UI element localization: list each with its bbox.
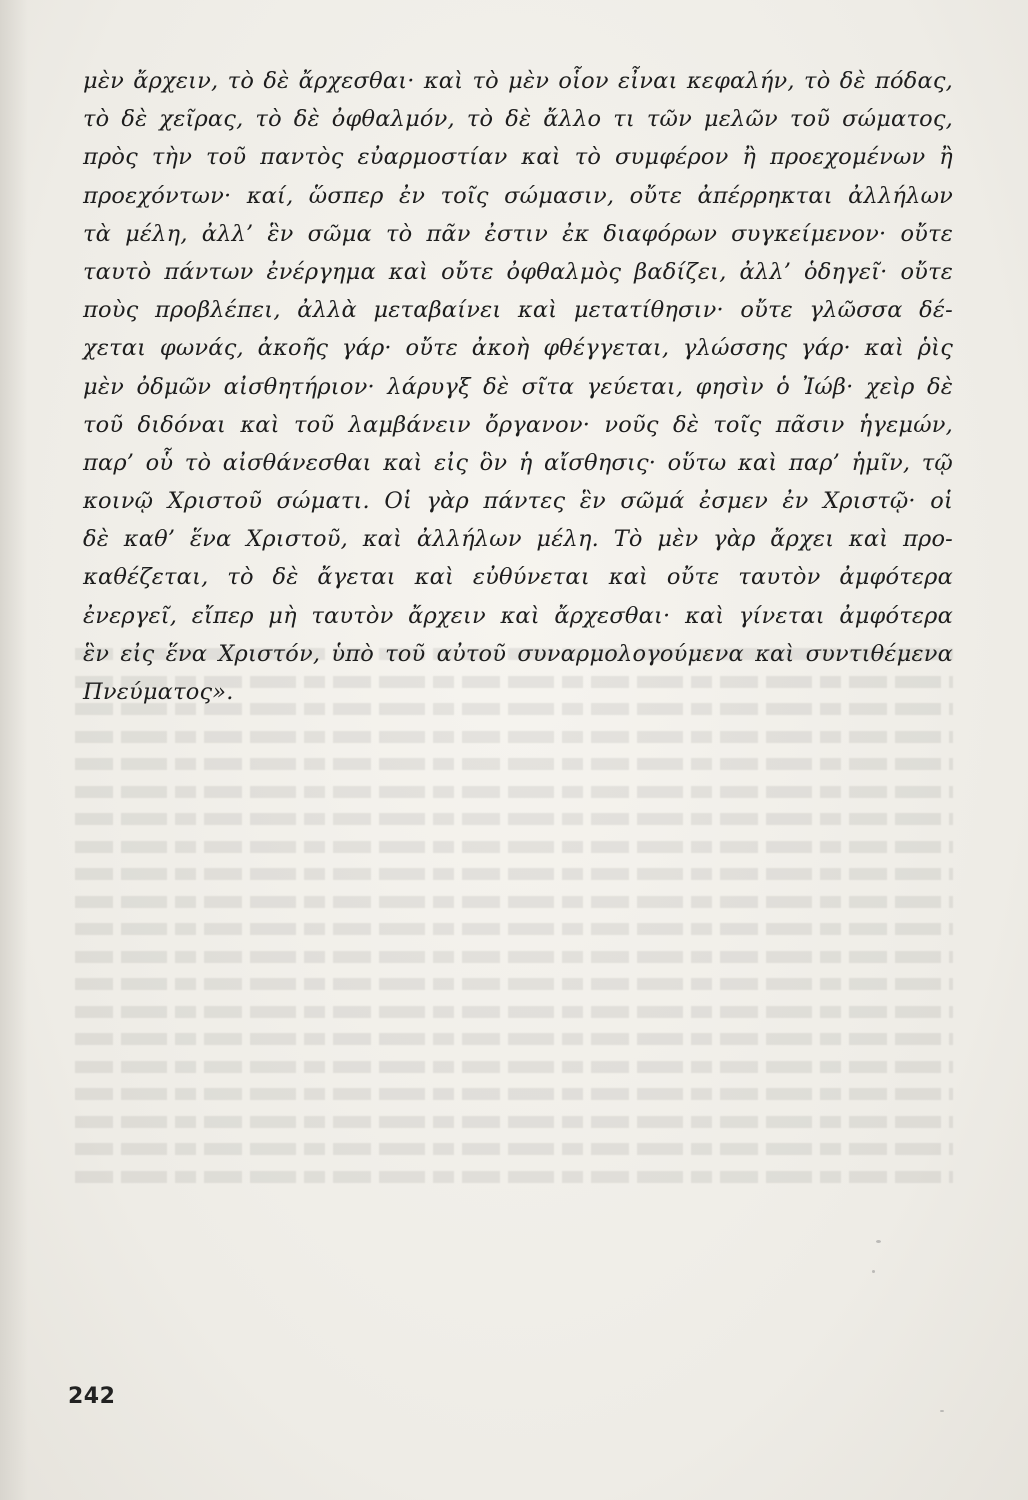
text-line: προεχόντων· καί, ὥσπερ ἐν τοῖς σώμασιν, οὔτε ἀπέρρηκται ἀλλήλων — [83, 182, 953, 209]
text-line: ταυτὸ πάντων ἐνέργημα καὶ οὔτε ὀφθαλμὸς βαδίζει, ἀλλ’ ὁδηγεῖ· οὔτε — [83, 258, 953, 285]
paper-speck — [872, 1270, 875, 1273]
text-line: τοῦ διδόναι καὶ τοῦ λαμβάνειν ὄργανον· νοῦς δὲ τοῖς πᾶσιν ἡγεμών, — [83, 411, 953, 438]
text-line: τὰ μέλη, ἀλλ’ ἓν σῶμα τὸ πᾶν ἐστιν ἐκ διαφόρων συγκείμενον· οὔτε — [83, 220, 953, 247]
text-line: μὲν ὀδμῶν αἰσθητήριον· λάρυγξ δὲ σῖτα γεύεται, φησὶν ὁ Ἰώβ· χεὶρ δὲ — [83, 373, 953, 400]
paper-speck — [876, 1240, 881, 1243]
text-line: μὲν ἄρχειν, τὸ δὲ ἄρχεσθαι· καὶ τὸ μὲν οἷον εἶναι κεφαλήν, τὸ δὲ πόδας, — [83, 68, 953, 94]
text-line: καθέζεται, τὸ δὲ ἄγεται καὶ εὐθύνεται καὶ οὔτε ταυτὸν ἀμφότερα — [83, 564, 953, 591]
text-line-last: Πνεύματος». — [83, 679, 234, 705]
text-line: δὲ καθ’ ἕνα Χριστοῦ, καὶ ἀλλήλων μέλη. Τὸ μὲν γὰρ ἄρχει καὶ προ- — [83, 526, 953, 553]
body-text — [83, 62, 953, 711]
text-line: ἓν εἰς ἕνα Χριστόν, ὑπὸ τοῦ αὐτοῦ συναρμολογούμενα καὶ συντιθέμενα — [83, 640, 953, 667]
text-line: χεται φωνάς, ἀκοῆς γάρ· οὔτε ἀκοὴ φθέγγεται, γλώσσης γάρ· καὶ ῥὶς — [83, 335, 953, 362]
paper-speck — [940, 1410, 944, 1412]
text-line: παρ’ οὗ τὸ αἰσθάνεσθαι καὶ εἰς ὃν ἡ αἴσθησις· οὕτω καὶ παρ’ ἡμῖν, τῷ — [83, 449, 953, 476]
show-through-text — [75, 640, 953, 1200]
text-line: τὸ δὲ χεῖρας, τὸ δὲ ὀφθαλμόν, τὸ δὲ ἄλλο τι τῶν μελῶν τοῦ σώματος, — [83, 106, 953, 133]
binding-shadow — [0, 0, 28, 1500]
page-number: 242 — [68, 1384, 116, 1409]
text-line: ἐνεργεῖ, εἴπερ μὴ ταυτὸν ἄρχειν καὶ ἄρχεσθαι· καὶ γίνεται ἀμφότερα — [83, 602, 953, 629]
text-line: πρὸς τὴν τοῦ παντὸς εὐαρμοστίαν καὶ τὸ συμφέρον ἢ προεχομένων ἢ — [83, 144, 953, 171]
text-line: ποὺς προβλέπει, ἀλλὰ μεταβαίνει καὶ μετατίθησιν· οὔτε γλῶσσα δέ- — [83, 297, 953, 324]
text-line: κοινῷ Χριστοῦ σώματι. Οἱ γὰρ πάντες ἓν σῶμά ἐσμεν ἐν Χριστῷ· οἱ — [83, 488, 953, 515]
